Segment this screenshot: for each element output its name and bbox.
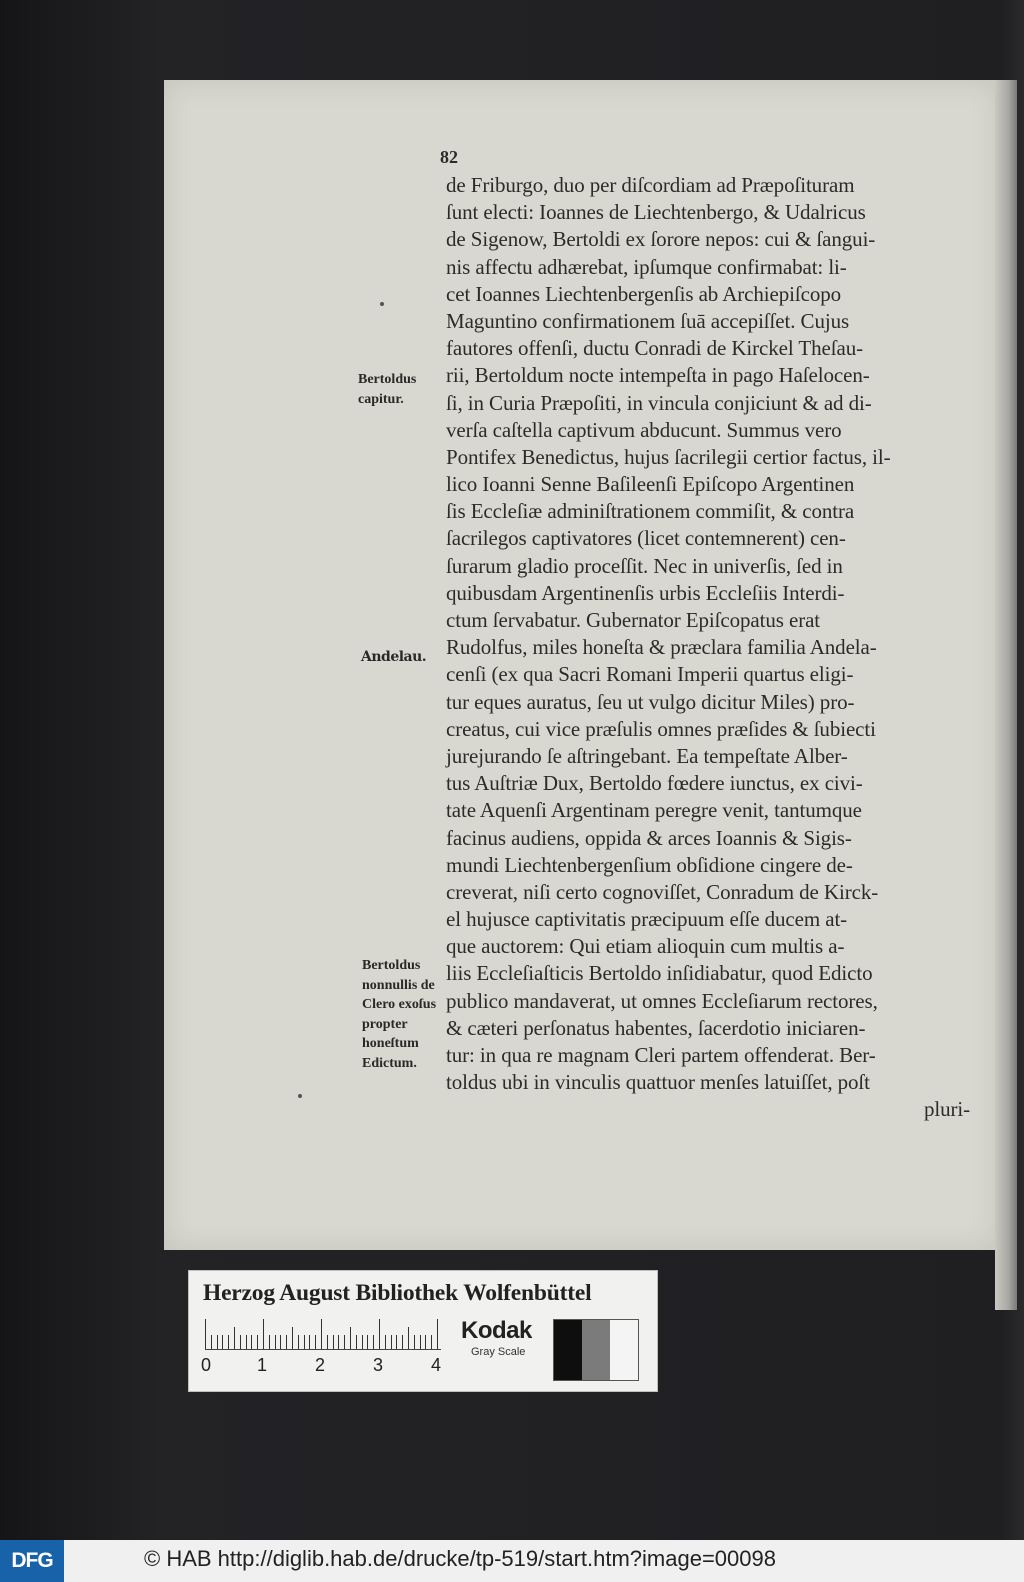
ruler-tick — [373, 1335, 374, 1349]
ruler-tick — [246, 1335, 247, 1349]
ruler-tick — [356, 1335, 357, 1349]
color-target-card — [188, 1270, 658, 1392]
catchword: pluri- — [923, 1097, 970, 1122]
ruler-number: 3 — [373, 1355, 384, 1375]
margin-note-andelau: Andelau. — [361, 649, 427, 665]
ruler-tick — [425, 1335, 426, 1349]
text-line: de Sigenow, Bertoldi ex ſorore nepos: cui & ſangui- — [446, 227, 876, 252]
ruler-tick — [391, 1335, 392, 1349]
ruler-tick — [228, 1335, 229, 1349]
footer-bar — [0, 1540, 1024, 1582]
ruler-tick — [385, 1335, 386, 1349]
ruler-tick — [321, 1319, 322, 1349]
text-line: el hujusce captivitatis præcipuum eſſe ducem at- — [446, 907, 848, 932]
ruler-tick — [362, 1335, 363, 1349]
ruler-tick — [327, 1335, 328, 1349]
ruler-ticks — [205, 1317, 441, 1350]
gray-patch-mid — [582, 1320, 610, 1380]
gray-patch-black — [554, 1320, 582, 1380]
page-number: 82 — [440, 147, 458, 167]
text-line: jurejurando ſe aſtringebant. Ea tempeſtate Alber- — [446, 743, 848, 768]
text-line: lico Ioanni Senne Baſileenſi Epiſcopo Argentinen — [446, 472, 855, 497]
text-line: ſis Eccleſiæ adminiſtrationem commiſit, & contra — [446, 499, 855, 524]
ruler-tick — [298, 1335, 299, 1349]
ruler-tick — [402, 1335, 403, 1349]
text-line: & cæteri perſonatus habentes, ſacerdotio iniciaren- — [446, 1015, 866, 1040]
text-line: ſacrilegos captivatores (licet contemnerent) cen- — [446, 526, 846, 551]
ruler-tick — [234, 1327, 235, 1349]
kodak-logo: Kodak — [461, 1317, 532, 1344]
text-line: Rudolfus, miles honeſta & præclara familia Andela- — [446, 635, 877, 660]
ruler-tick — [240, 1335, 241, 1349]
dfg-logo: DFG — [0, 1540, 64, 1582]
text-line: quibusdam Argentinenſis urbis Eccleſiis Interdi- — [446, 580, 845, 605]
scale-ruler — [201, 1317, 442, 1383]
ruler-tick — [222, 1335, 223, 1349]
ruler-tick — [251, 1335, 252, 1349]
ink-speck — [380, 302, 384, 306]
ruler-tick — [205, 1319, 206, 1349]
text-line: liis Eccleſiaſticis Bertoldo inſidiabatur, quod Edicto — [446, 961, 873, 986]
ruler-tick — [344, 1335, 345, 1349]
ruler-number: 4 — [431, 1355, 442, 1375]
margin-note-edictum: Bertoldus nonnullis de Clero exoſus propter honeſtum Edictum. — [362, 958, 437, 1071]
text-line: Pontifex Benedictus, hujus ſacrilegii certior factus, il- — [446, 444, 891, 469]
ruler-tick — [286, 1335, 287, 1349]
library-name: Herzog August Bibliothek Wolfenbüttel — [203, 1280, 592, 1306]
ink-speck — [298, 1094, 302, 1098]
ruler-number: 2 — [315, 1355, 326, 1375]
text-line: facinus audiens, oppida & arces Ioannis & Sigis- — [446, 825, 852, 850]
ruler-tick — [280, 1335, 281, 1349]
ruler-tick — [414, 1335, 415, 1349]
ruler-tick — [437, 1319, 438, 1349]
text-line: mundi Liechtenbergenſium obſidione cingere de- — [446, 852, 853, 877]
ruler-tick — [333, 1335, 334, 1349]
text-line: Maguntino confirmationem ſuā accepiſſet. Cujus — [446, 308, 850, 333]
ruler-tick — [309, 1335, 310, 1349]
ruler-tick — [315, 1335, 316, 1349]
text-line: publico mandaverat, ut omnes Eccleſiarum rectores, — [446, 988, 878, 1013]
text-line: creverat, niſi certo cognoviſſet, Conradum de Kirck- — [446, 879, 879, 904]
ruler-tick — [367, 1335, 368, 1349]
ruler-tick — [431, 1335, 432, 1349]
ruler-tick — [275, 1335, 276, 1349]
ruler-tick — [304, 1335, 305, 1349]
text-line: de Friburgo, duo per diſcordiam ad Præpoſituram — [446, 173, 855, 197]
ruler-tick — [408, 1327, 409, 1349]
text-line: cet Ioannes Liechtenbergenſis ab Archiepiſcopo — [446, 281, 842, 306]
text-line: fautores offenſi, ductu Conradi de Kirckel Theſau- — [446, 336, 863, 361]
text-line: ſurarum gladio proceſſit. Nec in univerſis, ſed in — [446, 553, 843, 578]
ruler-tick — [379, 1319, 380, 1349]
ruler-tick — [217, 1335, 218, 1349]
ruler-tick — [420, 1335, 421, 1349]
ruler-tick — [211, 1335, 212, 1349]
ruler-number: 1 — [257, 1355, 268, 1375]
ruler-tick — [257, 1335, 258, 1349]
gray-scale-label: Gray Scale — [471, 1346, 526, 1358]
ruler-tick — [263, 1319, 264, 1349]
ruler-tick — [269, 1335, 270, 1349]
gray-patch-white — [610, 1320, 638, 1380]
text-line: tur eques auratus, ſeu ut vulgo dicitur Miles) pro- — [446, 689, 855, 714]
text-line: ſi, in Curia Præpoſiti, in vincula conjiciunt & ad di- — [446, 390, 872, 415]
ruler-tick — [338, 1335, 339, 1349]
text-line: tur: in qua re magnam Cleri partem offenderat. Ber- — [446, 1043, 876, 1067]
copyright-url[interactable]: © HAB http://diglib.hab.de/drucke/tp-519/start.htm?image=00098 — [144, 1546, 776, 1571]
text-line: tate Aquenſi Argentinam peregre venit, tantumque — [446, 798, 862, 823]
ruler-number: 0 — [201, 1355, 212, 1375]
gray-scale-patches — [553, 1319, 639, 1381]
margin-note-bertoldus-capitur: Bertoldus capitur. — [358, 372, 417, 407]
body-text — [446, 172, 976, 1124]
text-line: verſa caſtella captivum abducunt. Summus vero — [446, 417, 842, 442]
text-line: ſunt electi: Ioannes de Liechtenbergo, & Udalricus — [446, 200, 866, 225]
ruler-tick — [292, 1327, 293, 1349]
text-line: ctum ſervabatur. Gubernator Epiſcopatus erat — [446, 608, 821, 632]
text-line: toldus ubi in vinculis quattuor menſes latuiſſet, poſt — [446, 1070, 870, 1095]
text-line: nis affectu adhærebat, ipſumque confirmabat: li- — [446, 254, 847, 279]
text-line: tus Auſtriæ Dux, Bertoldo fœdere iunctus, ex civi- — [446, 771, 863, 796]
ruler-tick — [396, 1335, 397, 1349]
ruler-tick — [350, 1327, 351, 1349]
page-edge — [995, 80, 1017, 1310]
text-line: cenſi (ex qua Sacri Romani Imperii quartus eligi- — [446, 662, 854, 687]
text-line: que auctorem: Qui etiam alioquin cum multis a- — [446, 934, 845, 959]
text-line: rii, Bertoldum nocte intempeſta in pago Haſelocen- — [446, 363, 870, 388]
text-line: creatus, cui vice præſulis omnes præſides & ſubiecti — [446, 716, 876, 741]
